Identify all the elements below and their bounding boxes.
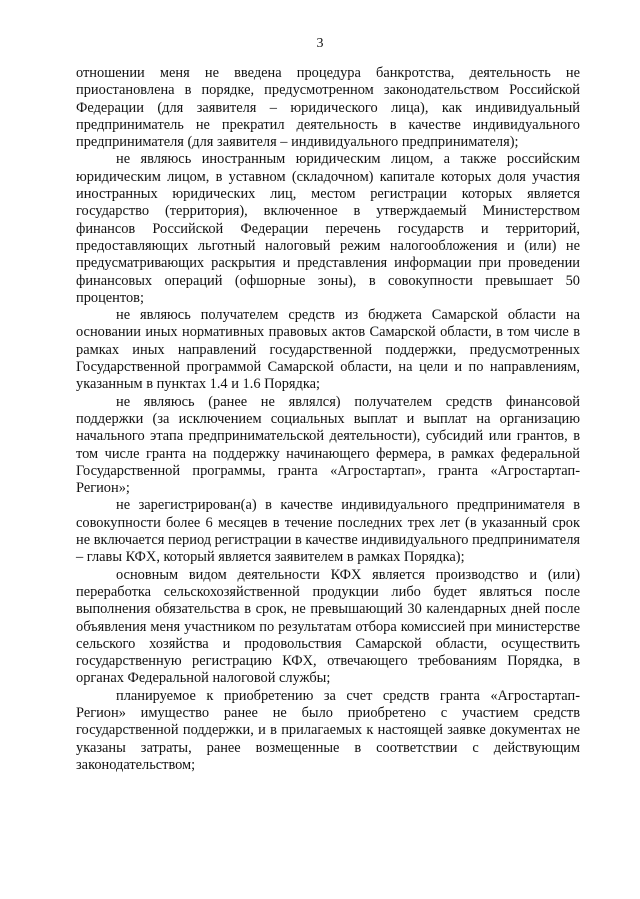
paragraph-financial-support: не являюсь (ранее не являлся) получателем средств финансовой поддержки (за исключением социальных выплат и выплат на организацию начального этапа предпринимательской деятельности), субсидий или грантов, в том числе гранта на поддержку начинающего фермера, в рамках федеральной Государственной программы, гранта «Агростартап», гранта «Агростартап-Регион»;: [76, 393, 580, 497]
paragraph-main-activity: основным видом деятельности КФХ является производство и (или) переработка сельскохозяйственной продукции либо будет являться после выполнения обязательства в срок, не превышающий 30 календарных дней после объявления меня участником по результатам отбора комиссией при министерстве сельского хозяйства и продовольствия Самарской области, осуществить государственную регистрацию КФХ, отвечающего требованиям Порядка, в органах Федеральной налоговой службы;: [76, 566, 580, 687]
document-body: [76, 65, 580, 774]
paragraph-planned-property: планируемое к приобретению за счет средств гранта «Агростартап-Регион» имущество ранее не было приобретено с участием средств государственной поддержки, и в прилагаемых к настоящей заявке документах не указаны затраты, ранее возмещенные в соответствии с действующим законодательством;: [76, 687, 580, 773]
paragraph-continuation: отношении меня не введена процедура банкротства, деятельность не приостановлена в порядке, предусмотренном законодательством Российской Федерации (для заявителя – юридического лица), как индивидуальный предприниматель не прекратил деятельность в качестве индивидуального предпринимателя (для заявителя – индивидуального предпринимателя);: [76, 65, 580, 151]
paragraph-entrepreneur-registration: не зарегистрирован(а) в качестве индивидуального предпринимателя в совокупности более 6 месяцев в течение последних трех лет (в указанный срок не включается период регистрации в качестве индивидуального предпринимателя – главы КФХ, который является заявителем в рамках Порядка);: [76, 497, 580, 566]
paragraph-budget-funds: не являюсь получателем средств из бюджета Самарской области на основании иных нормативных правовых актов Самарской области, в том числе в рамках иных направлений государственной поддержки, предусмотренных Государственной программой Самарской области, на цели и по направлениям, указанным в пунктах 1.4 и 1.6 Порядка;: [76, 307, 580, 393]
page-number: 3: [316, 36, 324, 51]
paragraph-offshore-status: не являюсь иностранным юридическим лицом, а также российским юридическим лицом, в уставном (складочном) капитале которых доля участия иностранных юридических лиц, местом регистрации которых является государство (территория), включенное в утверждаемый Министерством финансов Российской Федерации перечень государств и территорий, предоставляющих льготный налоговый режим налогообложения и (или) не предусматривающих раскрытия и представления информации при проведении финансовых операций (офшорные зоны), в совокупности превышает 50 процентов;: [76, 151, 580, 306]
